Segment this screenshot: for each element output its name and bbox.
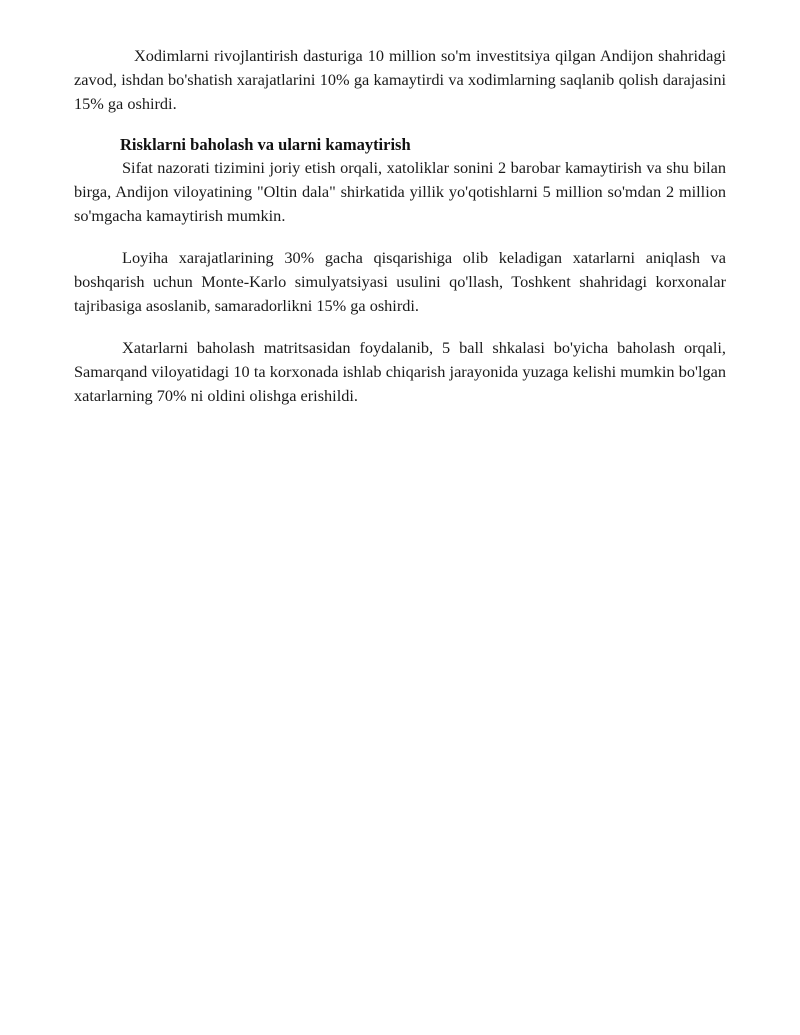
paragraph-monte-carlo: Loyiha xarajatlarining 30% gacha qisqarishiga olib keladigan xatarlarni aniqlash va boshqarish uchun Monte-Karlo simulyatsiyasi usulini qo'llash, Toshkent shahridagi korxonalar tajribasiga asoslanib, samaradorlikni 15% ga oshirdi. bbox=[74, 248, 726, 315]
paragraph-spacer bbox=[74, 228, 726, 246]
section-heading: Risklarni baholash va ularni kamaytirish bbox=[120, 135, 411, 154]
paragraph-spacer bbox=[74, 318, 726, 336]
paragraph-spacer bbox=[74, 116, 726, 134]
document-body bbox=[74, 44, 726, 408]
paragraph-quality-control: Sifat nazorati tizimini joriy etish orqali, xatoliklar sonini 2 barobar kamaytirish va shu bilan birga, Andijon viloyatining "Oltin dala" shirkatida yillik yo'qotishlarni 5 million so'mdan 2 million so'mgacha kamaytirish mumkin. bbox=[74, 158, 726, 225]
paragraph-risk-matrix: Xatarlarni baholash matritsasidan foydalanib, 5 ball shkalasi bo'yicha baholash orqali, Samarqand viloyatidagi 10 ta korxonada ishlab chiqarish jarayonida yuzaga kelishi mumkin bo'lgan xatarlarning 70% ni oldini olishga erishildi. bbox=[74, 338, 726, 405]
intro-paragraph: Xodimlarni rivojlantirish dasturiga 10 million so'm investitsiya qilgan Andijon shahridagi zavod, ishdan bo'shatish xarajatlarini 10% ga kamaytirdi va xodimlarning saqlanib qolish darajasini 15% ga oshirdi. bbox=[74, 46, 726, 113]
